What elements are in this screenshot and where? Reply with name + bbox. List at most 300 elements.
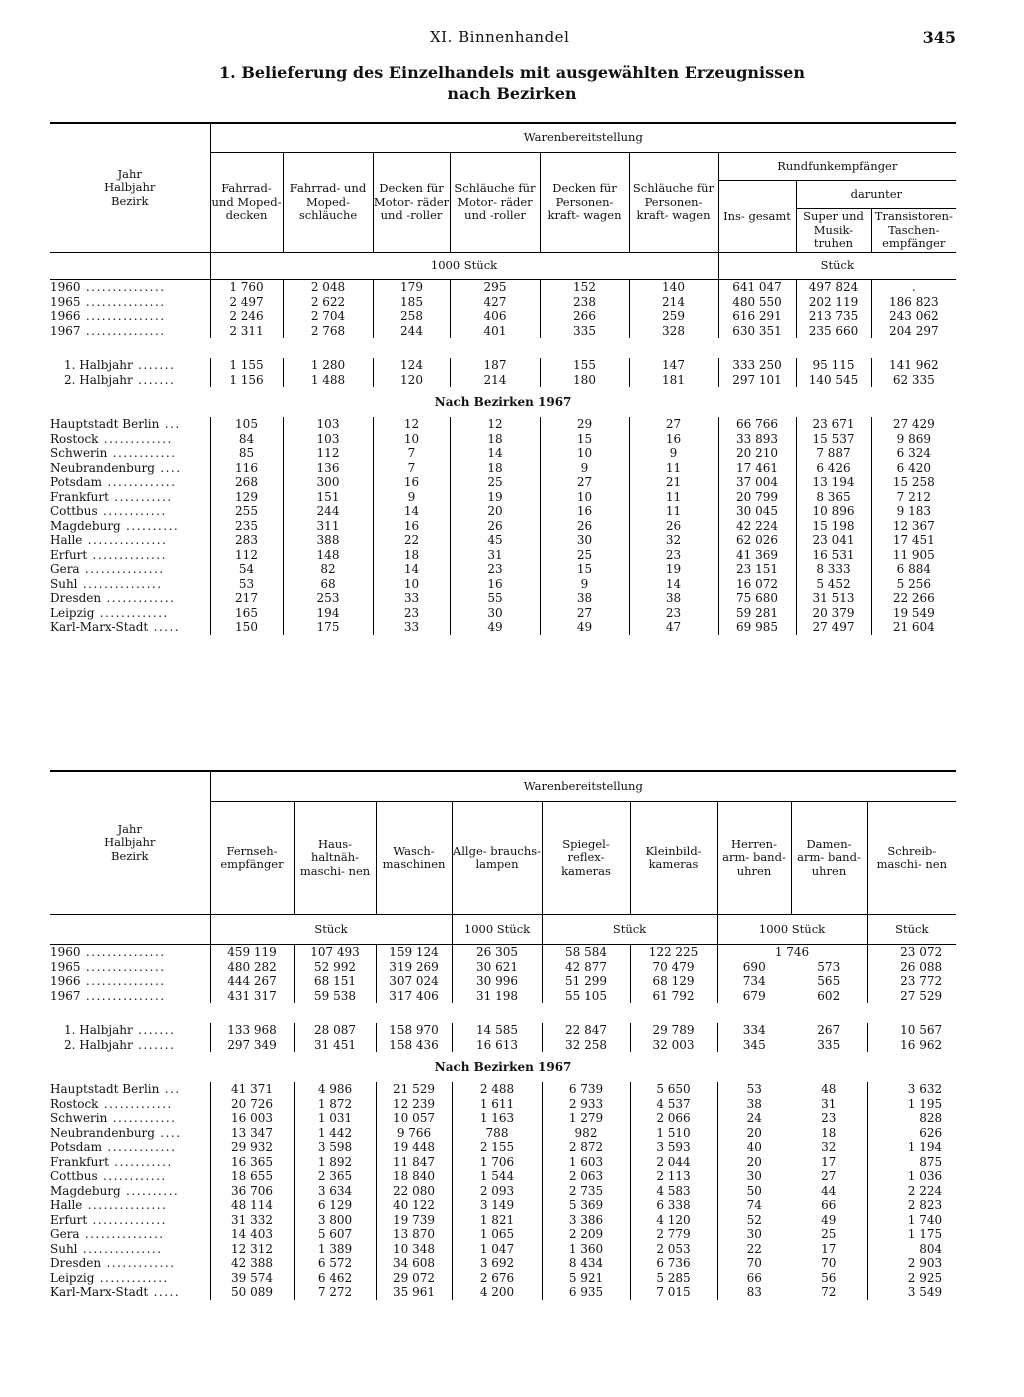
- col-header: Haus- haltnäh- maschi- nen: [294, 802, 376, 915]
- table-cell: 95 115: [796, 358, 871, 373]
- table-cell: 12 239: [376, 1097, 452, 1112]
- table-cell: 42 388: [210, 1256, 294, 1271]
- col-header: Herren- arm- band- uhren: [717, 802, 791, 915]
- table-cell: 804: [867, 1242, 956, 1257]
- table-cell: 217: [210, 591, 283, 606]
- unit-stub: [50, 253, 210, 280]
- table-cell: 116: [210, 461, 283, 476]
- col-header: Damen- arm- band- uhren: [791, 802, 867, 915]
- table-cell: 5 607: [294, 1227, 376, 1242]
- table-cell: 112: [210, 548, 283, 563]
- table-cell: 307 024: [376, 974, 452, 989]
- table-cell: 244: [283, 504, 373, 519]
- table-cell: 165: [210, 606, 283, 621]
- table-cell: 573: [817, 959, 841, 974]
- table-row: [50, 974, 956, 989]
- table-cell: 2 735: [542, 1184, 630, 1199]
- table-cell: 83: [717, 1285, 791, 1300]
- table-cell: 497 824: [796, 280, 871, 295]
- table-cell: 53: [210, 577, 283, 592]
- table-cell: 427: [450, 295, 540, 310]
- table-cell: 401: [450, 324, 540, 339]
- row-label-text: Frankfurt: [50, 489, 109, 504]
- row-label-text: Erfurt: [50, 1212, 88, 1227]
- leader-dots: ..............: [87, 547, 167, 562]
- table-cell: 214: [450, 373, 540, 388]
- table-cell: 2 779: [630, 1227, 717, 1242]
- table-cell: 40 122: [376, 1198, 452, 1213]
- table-cell: 3 632: [867, 1082, 956, 1097]
- table-cell: 38: [629, 591, 718, 606]
- table-cell: 317 406: [376, 989, 452, 1004]
- table-cell: 244: [373, 324, 450, 339]
- table-cell: 2 488: [452, 1082, 542, 1097]
- col-header: Decken für Motor- räder und -roller: [373, 153, 450, 253]
- leader-dots: ............: [107, 446, 177, 461]
- table-cell: 25: [450, 475, 540, 490]
- leader-dots: ...............: [80, 945, 166, 960]
- table-cell: 103: [283, 417, 373, 432]
- table-cell: 1 892: [294, 1155, 376, 1170]
- table-cell: 616 291: [718, 309, 796, 324]
- leader-dots: ...: [159, 417, 181, 432]
- table-cell: 7 015: [630, 1285, 717, 1300]
- table-cell: 1 510: [630, 1126, 717, 1141]
- table-cell: 2 365: [294, 1169, 376, 1184]
- table-cell: 27 529: [867, 989, 956, 1004]
- table-cell: 1 195: [867, 1097, 956, 1112]
- table-cell: 2 066: [630, 1111, 717, 1126]
- table-cell: 1 163: [452, 1111, 542, 1126]
- table-cell: 15 258: [871, 475, 956, 490]
- table-cell: 5 921: [542, 1271, 630, 1286]
- leader-dots: .....: [148, 620, 181, 635]
- col-header-super: Super und Musik- truhen: [796, 209, 871, 253]
- table-cell: 13 347: [210, 1126, 294, 1141]
- table-cell: 16 962: [867, 1038, 956, 1053]
- table-cell: 85: [210, 446, 283, 461]
- table-cell: 18 840: [376, 1169, 452, 1184]
- leader-dots: ...........: [108, 489, 173, 504]
- row-label-text: Magdeburg: [50, 518, 121, 533]
- unit-label: 1000 Stück: [717, 915, 867, 945]
- table-cell: 297 349: [210, 1038, 294, 1053]
- row-label: [50, 475, 210, 490]
- table-cell: 4 986: [294, 1082, 376, 1097]
- table-cell: 107 493: [294, 945, 376, 960]
- table-row: [50, 446, 956, 461]
- table-row: [50, 1184, 956, 1199]
- row-label-text: Gera: [50, 562, 80, 577]
- running-head: [0, 28, 1024, 50]
- row-label-text: 1966: [50, 974, 81, 989]
- row-label: [50, 562, 210, 577]
- row-label: [50, 1038, 210, 1053]
- leader-dots: ...............: [80, 974, 166, 989]
- table-cell: 49: [821, 1212, 837, 1227]
- table-cell: 6 129: [294, 1198, 376, 1213]
- table-cell: 68 151: [294, 974, 376, 989]
- table-cell: 62 026: [718, 533, 796, 548]
- row-label: [50, 1256, 210, 1271]
- row-label-text: Rostock: [50, 1096, 99, 1111]
- table-cell: 70: [821, 1256, 837, 1271]
- table-cell: 55 105: [542, 989, 630, 1004]
- table-cell: 14 585: [452, 1023, 542, 1038]
- table-cell: 47: [629, 620, 718, 635]
- row-label-text: Suhl: [50, 576, 78, 591]
- table-cell: 34 608: [376, 1256, 452, 1271]
- table-cell: 2 872: [542, 1140, 630, 1155]
- table-row: [50, 1227, 956, 1242]
- row-label-text: 1965: [50, 294, 81, 309]
- table-cell: 20 726: [210, 1097, 294, 1112]
- table-cell: 1 746: [717, 945, 867, 960]
- table-cell: 12: [373, 417, 450, 432]
- table-cell: 788: [452, 1126, 542, 1141]
- row-label-text: Gera: [50, 1227, 80, 1242]
- table-cell: 70 479: [630, 960, 717, 975]
- table-cell: 9: [540, 577, 629, 592]
- table-cell: 22 080: [376, 1184, 452, 1199]
- table-row: [50, 309, 956, 324]
- table-cell: 30: [450, 606, 540, 621]
- table-cell: 55: [450, 591, 540, 606]
- table-cell: 14: [373, 504, 450, 519]
- table-cell: 30 621: [452, 960, 542, 975]
- table-cell: 33 893: [718, 432, 796, 447]
- table-cell: 19 448: [376, 1140, 452, 1155]
- table-cell: 56: [821, 1270, 837, 1285]
- row-label: [50, 417, 210, 432]
- table-cell: 22 847: [542, 1023, 630, 1038]
- table-cell: 5 452: [796, 577, 871, 592]
- table-cell: 20: [450, 504, 540, 519]
- row-label: [50, 1140, 210, 1155]
- page-title: [0, 62, 1024, 104]
- table-cell: 2 933: [542, 1097, 630, 1112]
- leader-dots: .............: [94, 1270, 169, 1285]
- table-cell: 3 634: [294, 1184, 376, 1199]
- leader-dots: ...: [159, 1082, 181, 1097]
- table-row: [50, 562, 956, 577]
- section-label: Nach Bezirken 1967: [434, 395, 572, 409]
- table-cell: 345: [717, 1038, 791, 1053]
- table-cell: 431 317: [210, 989, 294, 1004]
- table-cell: 21 604: [871, 620, 956, 635]
- row-label: [50, 461, 210, 476]
- table-cell: 300: [283, 475, 373, 490]
- table-cell: 235: [210, 519, 283, 534]
- table-cell: 32: [629, 533, 718, 548]
- row-label: [50, 1285, 210, 1300]
- col-header-transistor: Transistoren- Taschen- empfänger: [871, 209, 956, 253]
- leader-dots: .............: [102, 1140, 177, 1155]
- table-cell: 122 225: [630, 945, 717, 960]
- table-cell: 16: [540, 504, 629, 519]
- leader-dots: ....: [154, 1125, 182, 1140]
- row-label-text: Magdeburg: [50, 1183, 121, 1198]
- table-cell: 23: [450, 562, 540, 577]
- leader-dots: .......: [132, 358, 176, 373]
- table-cell: 31 513: [796, 591, 871, 606]
- table-cell: 734: [717, 974, 791, 989]
- table-cell: 1 036: [867, 1169, 956, 1184]
- table-cell: 194: [283, 606, 373, 621]
- table-cell: 44: [821, 1183, 837, 1198]
- table-cell: 27: [540, 475, 629, 490]
- table-cell: 1 760: [210, 280, 283, 295]
- table-cell: 982: [542, 1126, 630, 1141]
- leader-dots: .......: [132, 1023, 176, 1038]
- table-cell: 82: [283, 562, 373, 577]
- table-row: [50, 1082, 956, 1097]
- stub-header-halbjahr: Halbjahr: [104, 180, 156, 195]
- table-cell: 2 622: [283, 295, 373, 310]
- stub-header-halbjahr: Halbjahr: [104, 835, 156, 850]
- table-cell: 39 574: [210, 1271, 294, 1286]
- table-cell: 187: [450, 358, 540, 373]
- table-cell: 2 768: [283, 324, 373, 339]
- table-row: [50, 324, 956, 339]
- table-cell: 30 045: [718, 504, 796, 519]
- table-row: [50, 960, 956, 975]
- table-cell: 4 120: [630, 1213, 717, 1228]
- table-cell: 1 279: [542, 1111, 630, 1126]
- table-cell: 5 285: [630, 1271, 717, 1286]
- title-line-2: nach Bezirken: [447, 84, 577, 103]
- row-label: [50, 309, 210, 324]
- row-label: [50, 490, 210, 505]
- table-cell: 59 538: [294, 989, 376, 1004]
- table-cell: 283: [210, 533, 283, 548]
- table-cell: 4 537: [630, 1097, 717, 1112]
- table-cell: 20 210: [718, 446, 796, 461]
- table-cell: 1 488: [283, 373, 373, 388]
- table-cell: 14: [373, 562, 450, 577]
- table-cell: 105: [210, 417, 283, 432]
- table-cell: 15: [540, 432, 629, 447]
- table-cell: 112: [283, 446, 373, 461]
- table-cell: 23 772: [867, 974, 956, 989]
- table-cell: 328: [629, 324, 718, 339]
- table-cell: 31 198: [452, 989, 542, 1004]
- table-row: [50, 432, 956, 447]
- table-cell: 6 338: [630, 1198, 717, 1213]
- stub-header: [50, 123, 210, 253]
- table-cell: 58 584: [542, 945, 630, 960]
- row-label: [50, 1155, 210, 1170]
- table-cell: 444 267: [210, 974, 294, 989]
- table-cell: 14 403: [210, 1227, 294, 1242]
- row-label-text: Rostock: [50, 431, 99, 446]
- table-cell: 6 420: [871, 461, 956, 476]
- table-cell: 406: [450, 309, 540, 324]
- section-label: Nach Bezirken 1967: [434, 1060, 572, 1074]
- col-header: Fahrrad- und Moped- decken: [210, 153, 283, 253]
- row-label: [50, 446, 210, 461]
- table-cell: 29: [540, 417, 629, 432]
- table-cell: 1 360: [542, 1242, 630, 1257]
- table-cell: 38: [717, 1097, 791, 1112]
- unit-label: Stück: [867, 915, 956, 945]
- row-label: [50, 1111, 210, 1126]
- table-cell: 29 789: [630, 1023, 717, 1038]
- table-cell: 2 676: [452, 1271, 542, 1286]
- table-cell: 1 031: [294, 1111, 376, 1126]
- table-cell: 202 119: [796, 295, 871, 310]
- table-cell: 4 200: [452, 1285, 542, 1300]
- title-line-1: 1. Belieferung des Einzelhandels mit ausgewählten Erzeugnissen: [219, 63, 805, 82]
- table-cell: 10 348: [376, 1242, 452, 1257]
- table-cell: 480 282: [210, 960, 294, 975]
- table-cell: 12 312: [210, 1242, 294, 1257]
- table-cell: 6 739: [542, 1082, 630, 1097]
- table-row: [50, 1111, 956, 1126]
- row-label-text: Karl-Marx-Stadt: [50, 1285, 149, 1300]
- leader-dots: ..........: [120, 518, 180, 533]
- table-cell: 6 426: [796, 461, 871, 476]
- table-cell: 52: [717, 1213, 791, 1228]
- leader-dots: .............: [101, 1256, 176, 1271]
- table-cell: 2 063: [542, 1169, 630, 1184]
- table-cell: 1 821: [452, 1213, 542, 1228]
- table-cell: 480 550: [718, 295, 796, 310]
- table-row: [50, 1140, 956, 1155]
- table-cell: 66 766: [718, 417, 796, 432]
- table-cell: 6 935: [542, 1285, 630, 1300]
- row-label: [50, 1097, 210, 1112]
- row-label: [50, 295, 210, 310]
- table-row: [50, 620, 956, 635]
- table-cell: 30: [717, 1169, 791, 1184]
- table-cell: 1 280: [283, 358, 373, 373]
- table-cell: 14: [629, 577, 718, 592]
- table-cell: 2 903: [867, 1256, 956, 1271]
- table-cell: 66: [821, 1198, 837, 1213]
- leader-dots: .............: [94, 605, 169, 620]
- col-header: Fernseh- empfänger: [210, 802, 294, 915]
- table-cell: 1 194: [867, 1140, 956, 1155]
- table-cell: 19: [629, 562, 718, 577]
- table-cell: 12 367: [871, 519, 956, 534]
- table-cell: 16 072: [718, 577, 796, 592]
- table-cell: 69 985: [718, 620, 796, 635]
- table-cell: 679: [717, 989, 791, 1004]
- row-label-text: Erfurt: [50, 547, 88, 562]
- row-label-text: Hauptstadt Berlin: [50, 1082, 160, 1097]
- table-cell: 253: [283, 591, 373, 606]
- row-label: [50, 1126, 210, 1141]
- table-cell: 22: [373, 533, 450, 548]
- table-cell: 20: [717, 1126, 791, 1141]
- table-cell: 2 246: [210, 309, 283, 324]
- table-cell: 17 461: [718, 461, 796, 476]
- leader-dots: ...............: [80, 988, 166, 1003]
- table-cell: 18: [450, 461, 540, 476]
- table-cell: 29 072: [376, 1271, 452, 1286]
- leader-dots: ...............: [82, 533, 168, 548]
- table-cell: 33: [373, 591, 450, 606]
- table-cell: 16 613: [452, 1038, 542, 1053]
- table-cell: 6 324: [871, 446, 956, 461]
- table-row: [50, 1126, 956, 1141]
- table-cell: 18 655: [210, 1169, 294, 1184]
- table-cell: 3 692: [452, 1256, 542, 1271]
- table-row: [50, 1256, 956, 1271]
- table-cell: 10: [540, 490, 629, 505]
- table-row: [50, 989, 956, 1004]
- table-cell: 9 183: [871, 504, 956, 519]
- row-label-text: 1960: [50, 280, 81, 295]
- table-cell: 5 256: [871, 577, 956, 592]
- stub-header-jahr: Jahr: [117, 821, 142, 836]
- row-label: [50, 606, 210, 621]
- table-cell: 27 429: [871, 417, 956, 432]
- table-cell: 32 003: [630, 1038, 717, 1053]
- row-label-text: Potsdam: [50, 475, 103, 490]
- table-cell: 2 497: [210, 295, 283, 310]
- table-cell: 11 847: [376, 1155, 452, 1170]
- table-cell: 18: [373, 548, 450, 563]
- table-row: [50, 548, 956, 563]
- table-cell: 828: [867, 1111, 956, 1126]
- table-cell: 11: [629, 490, 718, 505]
- table-cell: 26: [629, 519, 718, 534]
- table-cell: 214: [629, 295, 718, 310]
- table-row: [50, 358, 956, 373]
- table-cell: 54: [210, 562, 283, 577]
- table-cell: 238: [540, 295, 629, 310]
- row-label-text: Halle: [50, 533, 83, 548]
- table-cell: 3 593: [630, 1140, 717, 1155]
- row-label: [50, 358, 210, 373]
- table-cell: 1 611: [452, 1097, 542, 1112]
- table-cell: 31 332: [210, 1213, 294, 1228]
- row-label-text: Halle: [50, 1198, 83, 1213]
- table-cell: 36 706: [210, 1184, 294, 1199]
- col-header: Kleinbild- kameras: [630, 802, 717, 915]
- table-cell: 602: [817, 988, 841, 1003]
- table-cell: 20 799: [718, 490, 796, 505]
- table-cell: 158 970: [376, 1023, 452, 1038]
- row-label-text: 1. Halbjahr: [64, 358, 133, 373]
- table-cell: 103: [283, 432, 373, 447]
- table-cell: 35 961: [376, 1285, 452, 1300]
- table-cell: 31: [450, 548, 540, 563]
- table-cell: 12: [450, 417, 540, 432]
- table-row: [50, 475, 956, 490]
- table-belieferung-1: [50, 122, 956, 635]
- table-cell: 140: [629, 280, 718, 295]
- table-cell: 152: [540, 280, 629, 295]
- table-cell: 159 124: [376, 945, 452, 960]
- table-cell: 13 870: [376, 1227, 452, 1242]
- table-cell: 19: [450, 490, 540, 505]
- table-cell: 10 896: [796, 504, 871, 519]
- table-row: [50, 606, 956, 621]
- table-cell: 388: [283, 533, 373, 548]
- row-label-text: Neubrandenburg: [50, 1125, 155, 1140]
- table-cell: 335: [540, 324, 629, 339]
- table-cell: 38: [540, 591, 629, 606]
- row-label: [50, 1082, 210, 1097]
- row-label-text: Hauptstadt Berlin: [50, 417, 160, 432]
- table-cell: 70: [717, 1256, 791, 1271]
- table-cell: 158 436: [376, 1038, 452, 1053]
- table-cell: 17: [821, 1154, 837, 1169]
- table-cell: 175: [283, 620, 373, 635]
